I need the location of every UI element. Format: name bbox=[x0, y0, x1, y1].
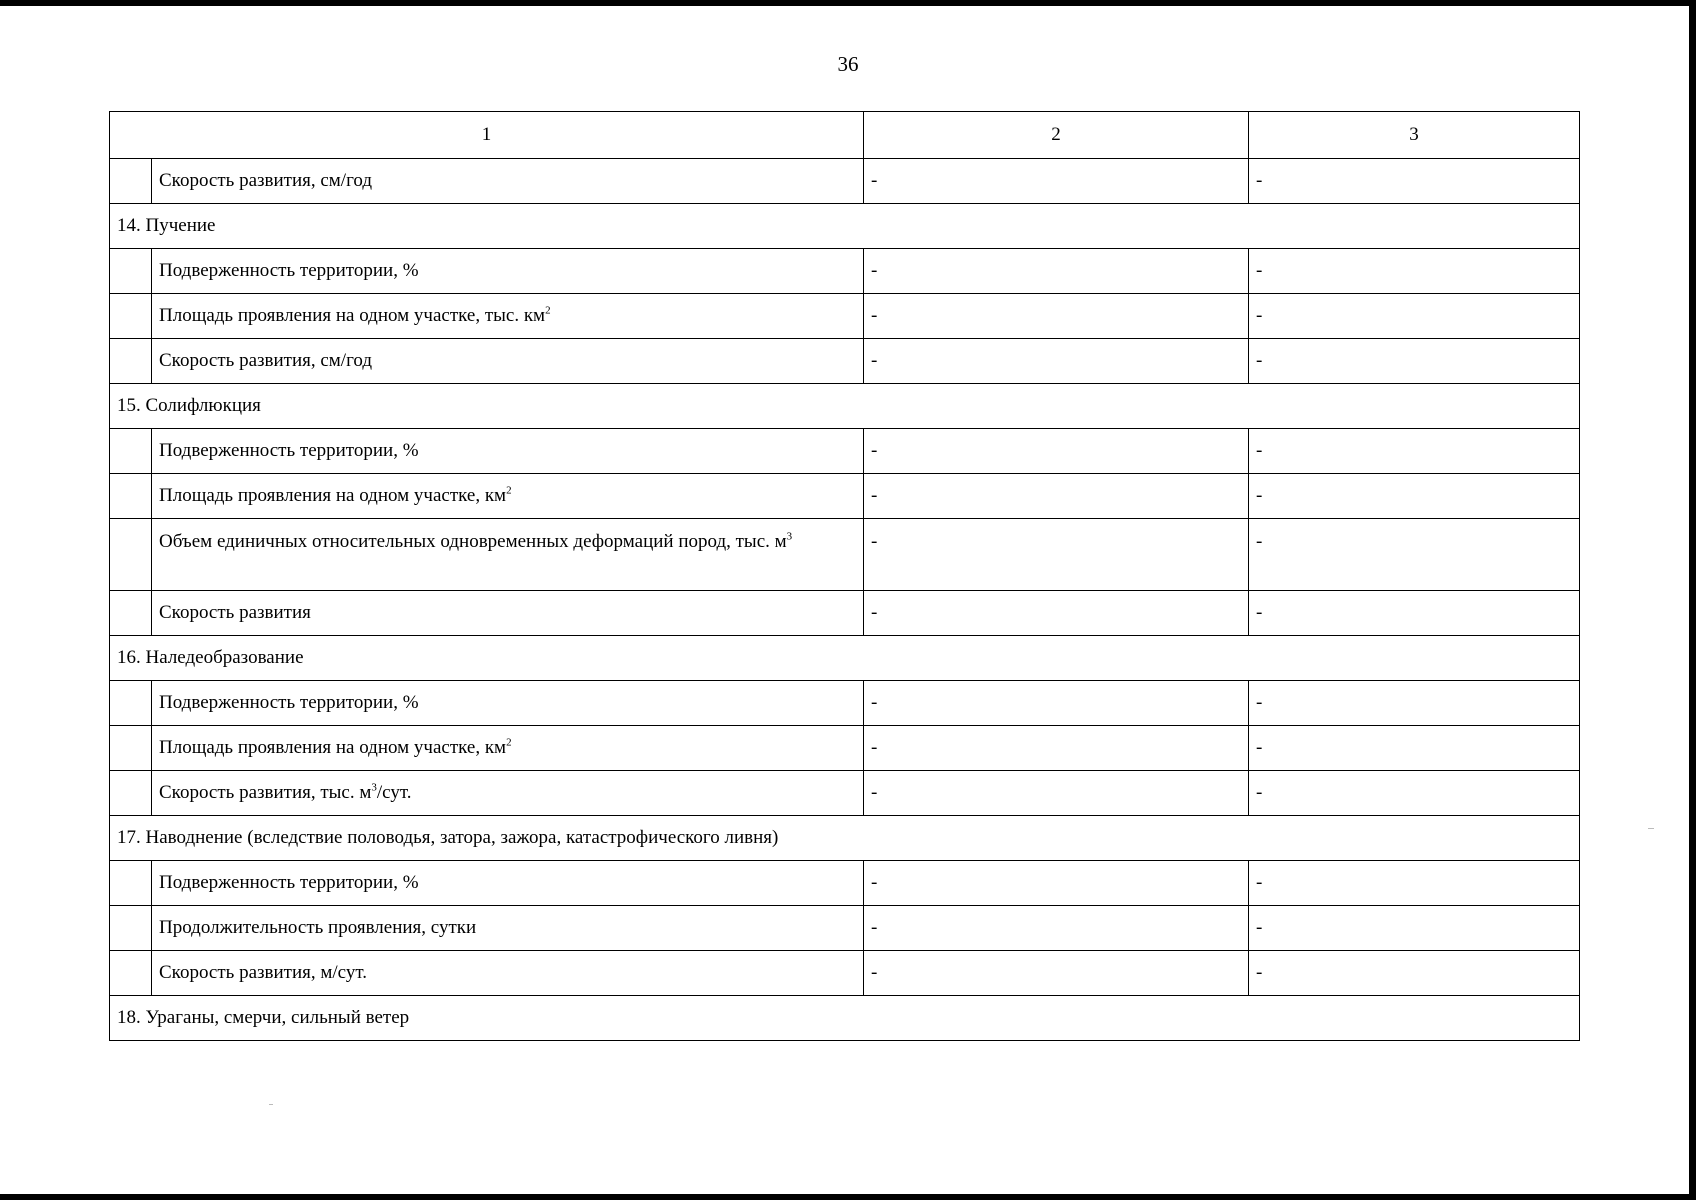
header-col-2: 2 bbox=[864, 112, 1249, 159]
parameter-label bbox=[152, 591, 864, 636]
parameter-label-text: Подверженность территории, % bbox=[159, 440, 419, 461]
value-col-2: - bbox=[864, 861, 1249, 906]
page-number: 36 bbox=[837, 52, 859, 76]
parameter-row bbox=[110, 474, 1580, 519]
indent-cell bbox=[110, 249, 152, 294]
indent-cell bbox=[110, 429, 152, 474]
scan-mark bbox=[1648, 828, 1654, 829]
parameter-label bbox=[152, 771, 864, 816]
value-col-3: - bbox=[1249, 249, 1580, 294]
parameter-row bbox=[110, 861, 1580, 906]
value-col-2: - bbox=[864, 159, 1249, 204]
parameter-label-text: Скорость развития, см/год bbox=[159, 170, 373, 191]
parameter-row bbox=[110, 159, 1580, 204]
section-row bbox=[110, 996, 1580, 1041]
parameter-label bbox=[152, 339, 864, 384]
parameter-label bbox=[152, 474, 864, 519]
header-col-1: 1 bbox=[110, 112, 864, 159]
value-col-3: - bbox=[1249, 906, 1580, 951]
parameter-row bbox=[110, 519, 1580, 591]
parameter-label-text: Подверженность территории, % bbox=[159, 260, 419, 281]
section-row bbox=[110, 384, 1580, 429]
unit-superscript: 2 bbox=[506, 736, 512, 749]
value-col-2: - bbox=[864, 726, 1249, 771]
section-row bbox=[110, 204, 1580, 249]
parameter-row bbox=[110, 681, 1580, 726]
value-col-3: - bbox=[1249, 429, 1580, 474]
value-col-3: - bbox=[1249, 771, 1580, 816]
value-col-2: - bbox=[864, 339, 1249, 384]
parameter-label-text: Площадь проявления на одном участке, км bbox=[159, 737, 507, 758]
value-col-3: - bbox=[1249, 294, 1580, 339]
value-col-3: - bbox=[1249, 159, 1580, 204]
section-row bbox=[110, 816, 1580, 861]
value-col-2: - bbox=[864, 951, 1249, 996]
parameter-label bbox=[152, 429, 864, 474]
parameter-label-text: Скорость развития, см/год bbox=[159, 350, 373, 371]
parameter-row bbox=[110, 294, 1580, 339]
parameter-row bbox=[110, 906, 1580, 951]
parameter-label-text: Площадь проявления на одном участке, км bbox=[159, 485, 507, 506]
indent-cell bbox=[110, 906, 152, 951]
parameter-label-text: Продолжительность проявления, сутки bbox=[159, 917, 477, 938]
value-col-2: - bbox=[864, 906, 1249, 951]
section-title: 15. Солифлюкция bbox=[110, 384, 1580, 429]
parameter-row bbox=[110, 951, 1580, 996]
section-title: 14. Пучение bbox=[110, 204, 1580, 249]
parameter-label bbox=[152, 861, 864, 906]
parameter-row bbox=[110, 726, 1580, 771]
indent-cell bbox=[110, 591, 152, 636]
indent-cell bbox=[110, 339, 152, 384]
indent-cell bbox=[110, 726, 152, 771]
unit-superscript: 3 bbox=[371, 781, 377, 794]
unit-superscript: 2 bbox=[545, 304, 551, 317]
indent-cell bbox=[110, 294, 152, 339]
indent-cell bbox=[110, 519, 152, 591]
parameter-row bbox=[110, 429, 1580, 474]
value-col-3: - bbox=[1249, 591, 1580, 636]
section-row bbox=[110, 636, 1580, 681]
value-col-3: - bbox=[1249, 861, 1580, 906]
parameter-label bbox=[152, 726, 864, 771]
parameter-label-tail: /сут. bbox=[376, 782, 412, 803]
parameter-label bbox=[152, 681, 864, 726]
value-col-3: - bbox=[1249, 726, 1580, 771]
parameter-label-text: Подверженность территории, % bbox=[159, 872, 419, 893]
parameter-row bbox=[110, 339, 1580, 384]
indent-cell bbox=[110, 771, 152, 816]
data-table bbox=[109, 111, 1580, 1041]
unit-superscript: 3 bbox=[786, 530, 793, 543]
parameter-row bbox=[110, 591, 1580, 636]
parameter-label-text: Площадь проявления на одном участке, тыс. км bbox=[159, 305, 546, 326]
parameter-label-text: Скорость развития, м/сут. bbox=[159, 962, 367, 983]
section-title: 17. Наводнение (вследствие половодья, затора, зажора, катастрофического ливня) bbox=[110, 816, 1580, 861]
indent-cell bbox=[110, 159, 152, 204]
parameter-label-text: Объем единичных относительных одновременных деформаций пород, тыс. м bbox=[159, 531, 787, 552]
scan-mark bbox=[269, 1104, 273, 1105]
value-col-2: - bbox=[864, 474, 1249, 519]
value-col-3: - bbox=[1249, 681, 1580, 726]
section-title: 16. Наледеобразование bbox=[110, 636, 1580, 681]
indent-cell bbox=[110, 861, 152, 906]
table-header-row bbox=[110, 112, 1580, 159]
value-col-3: - bbox=[1249, 519, 1580, 591]
parameter-label-text: Скорость развития, тыс. м bbox=[159, 782, 372, 803]
header-col-3: 3 bbox=[1249, 112, 1580, 159]
value-col-2: - bbox=[864, 519, 1249, 591]
parameter-label bbox=[152, 294, 864, 339]
parameter-row bbox=[110, 771, 1580, 816]
value-col-2: - bbox=[864, 771, 1249, 816]
section-title: 18. Ураганы, смерчи, сильный ветер bbox=[110, 996, 1580, 1041]
parameter-label-text: Подверженность территории, % bbox=[159, 692, 419, 713]
value-col-2: - bbox=[864, 249, 1249, 294]
unit-superscript: 2 bbox=[506, 484, 512, 497]
value-col-2: - bbox=[864, 591, 1249, 636]
value-col-2: - bbox=[864, 681, 1249, 726]
value-col-3: - bbox=[1249, 339, 1580, 384]
parameter-row bbox=[110, 249, 1580, 294]
parameter-label bbox=[152, 159, 864, 204]
parameter-label bbox=[152, 951, 864, 996]
parameter-label-text: Скорость развития bbox=[159, 602, 311, 623]
parameter-label bbox=[152, 249, 864, 294]
value-col-3: - bbox=[1249, 951, 1580, 996]
value-col-3: - bbox=[1249, 474, 1580, 519]
parameter-label bbox=[152, 906, 864, 951]
indent-cell bbox=[110, 474, 152, 519]
value-col-2: - bbox=[864, 294, 1249, 339]
indent-cell bbox=[110, 681, 152, 726]
indent-cell bbox=[110, 951, 152, 996]
value-col-2: - bbox=[864, 429, 1249, 474]
parameter-label bbox=[152, 519, 864, 591]
